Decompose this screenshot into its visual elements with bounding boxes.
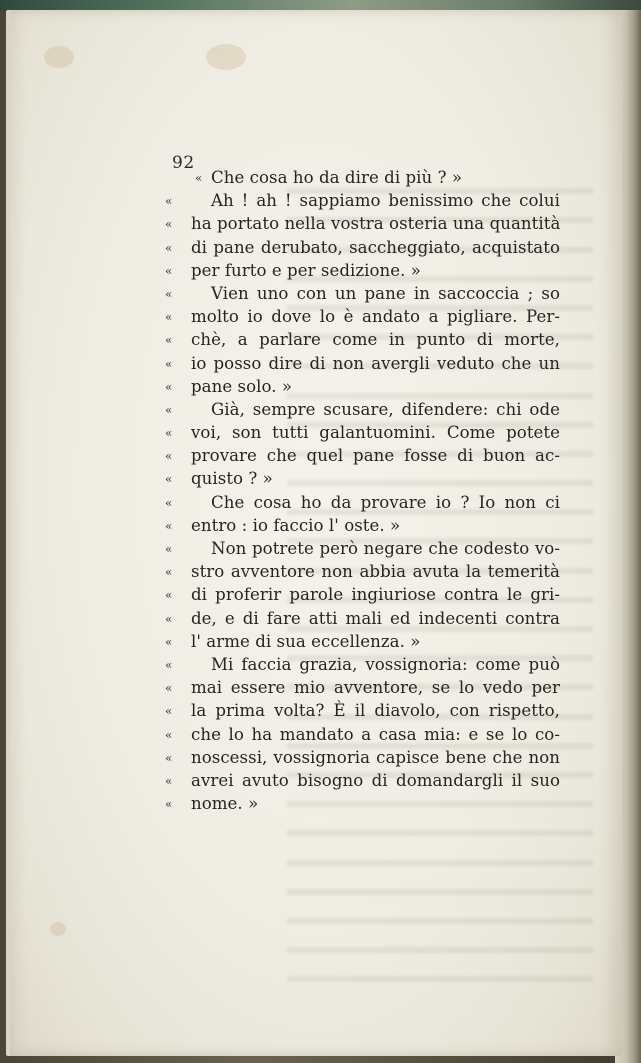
paper-stain (206, 44, 246, 70)
text-line (165, 537, 560, 560)
quote-mark: « (165, 611, 173, 626)
quote-mark: « (165, 217, 173, 232)
line-text: molto io dove lo è andato a pigliare. Per- (191, 307, 560, 327)
text-line (165, 746, 560, 769)
line-text: Già, sempre scusare, difendere: chi ode (211, 399, 560, 419)
quote-mark: « (165, 426, 173, 441)
quote-mark: « (165, 727, 173, 742)
text-line (165, 792, 560, 815)
quote-mark: « (165, 379, 173, 394)
text-line (165, 630, 560, 653)
line-text: voi, son tutti galantuomini. Come potete (191, 423, 560, 443)
line-text: Vien uno con un pane in saccoccia ; so (211, 283, 560, 303)
text-line (165, 398, 560, 421)
paper-stain (44, 46, 74, 68)
line-text: entro : io faccio l' oste. » (191, 515, 401, 535)
line-text: io posso dire di non avergli veduto che un (191, 353, 560, 373)
quote-mark: « (165, 310, 173, 325)
text-line (165, 305, 560, 328)
quote-mark: « (165, 634, 173, 649)
text-line (165, 282, 560, 305)
text-line (165, 421, 560, 444)
quote-mark: « (165, 263, 173, 278)
line-text: per furto e per sedizione. » (191, 260, 422, 280)
text-line (165, 723, 560, 746)
quote-mark: « (165, 797, 173, 812)
text-line (165, 491, 560, 514)
line-text: Non potrete però negare che codesto vo- (211, 539, 560, 558)
quote-mark: « (165, 356, 173, 371)
line-text: quisto ? » (191, 469, 273, 489)
text-block (165, 152, 560, 815)
line-text: noscessi, vossignoria capisce bene che non (191, 747, 560, 767)
line-text: avrei avuto bisogno di domandargli il suo (191, 770, 560, 790)
line-text: provare che quel pane fosse di buon ac- (191, 446, 560, 466)
line-text: pane solo. » (191, 376, 293, 396)
text-line (165, 676, 560, 699)
line-text: chè, a parlare come in punto di morte, (191, 330, 560, 350)
text-line (165, 560, 560, 583)
quote-mark: « (165, 657, 173, 672)
line-text: l' arme di sua eccellenza. » (191, 631, 421, 651)
quote-mark: « (165, 402, 173, 417)
quote-mark: « (165, 518, 173, 533)
line-text: nome. » (191, 794, 259, 814)
text-line (165, 514, 560, 537)
quote-mark: « (165, 704, 173, 719)
text-line (165, 189, 560, 212)
text-line (165, 699, 560, 722)
text-line (165, 467, 560, 490)
text-line (165, 236, 560, 259)
quote-mark: « (165, 286, 173, 301)
quote-mark: « (165, 449, 173, 464)
text-line (165, 212, 560, 235)
text-line (165, 375, 560, 398)
quote-mark: « (195, 171, 203, 185)
line-text: di proferir parole ingiuriose contra le gri- (191, 585, 560, 605)
paper-stain (50, 922, 66, 936)
quote-mark: « (165, 588, 173, 603)
line-text: che lo ha mandato a casa mia: e se lo co- (191, 724, 560, 744)
line-text: Ah ! ah ! sappiamo benissimo che colui (211, 191, 560, 211)
page-number: 92 (172, 153, 195, 173)
line-text: de, e di fare atti mali ed indecenti contra (191, 608, 560, 628)
quote-mark: « (165, 542, 173, 556)
quote-mark: « (165, 333, 173, 348)
line-text: stro avventore non abbia avuta la temerità (191, 562, 560, 582)
text-line (165, 653, 560, 676)
quote-mark: « (165, 240, 173, 255)
quote-mark: « (165, 495, 173, 510)
line-text: Che cosa ho da dire di più ? » (211, 168, 463, 187)
quote-mark: « (165, 681, 173, 696)
text-line (165, 352, 560, 375)
text-line (165, 166, 560, 189)
line-text: la prima volta? È il diavolo, con rispetto, (191, 701, 560, 721)
text-line (165, 769, 560, 792)
text-line (165, 607, 560, 630)
line-text: Mi faccia grazia, vossignoria: come può (211, 654, 560, 674)
quote-mark: « (165, 750, 173, 765)
line-text: di pane derubato, saccheggiato, acquistato (191, 237, 560, 257)
text-line (165, 259, 560, 282)
quote-mark: « (165, 773, 173, 788)
line-text: mai essere mio avventore, se lo vedo per (191, 678, 560, 698)
text-line (165, 328, 560, 351)
quote-mark: « (165, 472, 173, 487)
text-line (165, 583, 560, 606)
quote-mark: « (165, 565, 173, 580)
quote-mark: « (165, 194, 173, 209)
line-text: ha portato nella vostra osteria una quantità (191, 214, 561, 234)
line-text: Che cosa ho da provare io ? Io non ci (211, 492, 560, 512)
text-line (165, 444, 560, 467)
